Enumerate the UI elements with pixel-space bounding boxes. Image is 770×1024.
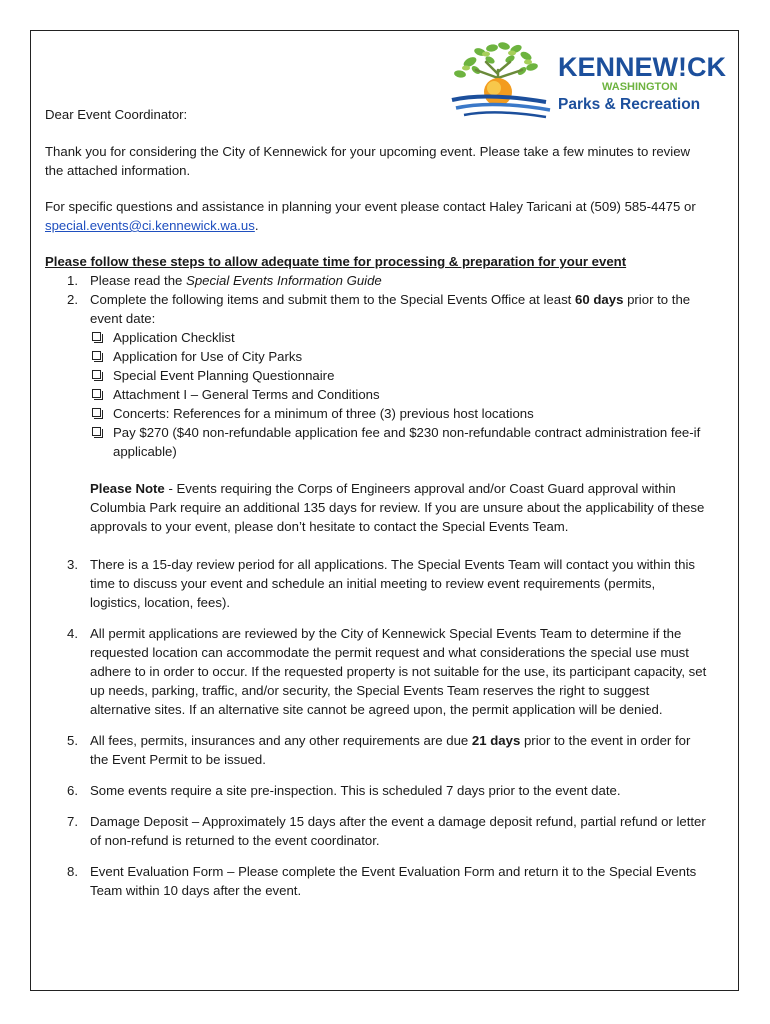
step-5-deadline: 21 days (471, 733, 521, 748)
step-number: 6. (67, 783, 78, 798)
greeting: Dear Event Coordinator: (45, 107, 188, 122)
checklist-item-label: Pay $270 ($40 non-refundable application fee and $230 non-refundable contract administration fee-if applicable) (113, 425, 701, 459)
checklist-item-label: Application for Use of City Parks (113, 349, 303, 364)
step-number: 2. (67, 292, 78, 307)
checklist-item-label: Special Event Planning Questionnaire (113, 368, 335, 383)
sun-icon (484, 78, 512, 106)
step-4 (45, 624, 707, 719)
intro-paragraph: Thank you for considering the City of Kennewick for your upcoming event. Please take a few minutes to review the attached information. (45, 144, 691, 178)
logo-brand-kennewick: KENNEW!CK (558, 52, 726, 82)
step-8 (45, 862, 707, 900)
step-7 (45, 812, 707, 850)
checklist-item (90, 385, 707, 404)
contact-text: For specific questions and assistance in planning your event please contact Haley Taricani at (509) 585-4475 or (45, 199, 696, 214)
letter-body (45, 105, 707, 900)
steps-list (45, 271, 707, 900)
checklist-item-label: Concerts: References for a minimum of three (3) previous host locations (113, 406, 534, 421)
logo-brand-washington: WASHINGTON (602, 81, 678, 93)
step-7-text: Damage Deposit – Approximately 15 days after the event a damage deposit refund, partial refund or letter of non-refund is returned to the event coordinator. (90, 814, 706, 848)
checkbox-icon (92, 332, 101, 341)
checklist-item-label: Application Checklist (113, 330, 235, 345)
steps-heading: Please follow these steps to allow adequate time for processing & preparation for your event (45, 254, 627, 269)
note-label: Please Note (90, 481, 165, 496)
checklist-item (90, 366, 707, 385)
checklist-item (90, 423, 707, 461)
step-number: 4. (67, 626, 78, 641)
step-3 (45, 555, 707, 612)
contact-email-link[interactable]: special.events@ci.kennewick.wa.us (45, 218, 255, 233)
step-1 (45, 271, 707, 290)
step-6 (45, 781, 707, 800)
step-2-suffix: prior to the event date: (90, 292, 691, 326)
checkbox-icon (92, 389, 101, 398)
step-2 (45, 290, 707, 536)
step-4-text: All permit applications are reviewed by the City of Kennewick Special Events Team to determine if the requested location can accommodate the permit request and what considerations the special use must adhere to in order to occur. If the requested property is not suitable for the use, its participant capacity, set up needs, parking, traffic, and/or security, the Special Events Team reserves the right to suggest alternative sites. If an alternative site cannot be agreed upon, the permit application will be denied. (90, 626, 707, 717)
step-2-deadline: 60 days (575, 292, 624, 307)
contact-suffix: . (254, 218, 259, 233)
submission-checklist (90, 328, 707, 461)
contact-paragraph (45, 197, 707, 235)
note-text: - Events requiring the Corps of Engineers approval and/or Coast Guard approval within Columbia Park require an additional 135 days for review. If you are unsure about the applicability of these approvals to your event, please don’t hesitate to contact the Special Events Team. (90, 481, 705, 534)
guide-title: Special Events Information Guide (186, 273, 382, 288)
step-number: 1. (67, 273, 78, 288)
step-5-suffix: prior to the event in order for the Event Permit to be issued. (90, 733, 691, 767)
checkbox-icon (92, 408, 101, 417)
please-note (90, 479, 707, 536)
checklist-item-label: Attachment I – General Terms and Conditions (113, 387, 380, 402)
checklist-item (90, 347, 707, 366)
step-8-text: Event Evaluation Form – Please complete the Event Evaluation Form and return it to the Special Events Team within 10 days after the event. (90, 864, 697, 898)
step-number: 3. (67, 557, 78, 572)
checkbox-icon (92, 370, 101, 379)
step-5-text: All fees, permits, insurances and any other requirements are due (90, 733, 472, 748)
step-3-text: There is a 15-day review period for all applications. The Special Events Team will contact you within this time to discuss your event and schedule an initial meeting to review event requirements (permits, logistics, location, fees). (90, 557, 695, 610)
checklist-item (90, 328, 707, 347)
step-number: 8. (67, 864, 78, 879)
checkbox-icon (92, 351, 101, 360)
checkbox-icon (92, 427, 101, 436)
step-number: 5. (67, 733, 78, 748)
logo-brand-parks-recreation: Parks & Recreation (558, 96, 701, 113)
step-2-text: Complete the following items and submit them to the Special Events Office at least (90, 292, 576, 307)
step-6-text: Some events require a site pre-inspection. This is scheduled 7 days prior to the event date. (90, 783, 621, 798)
step-1-text: Please read the (90, 273, 187, 288)
step-number: 7. (67, 814, 78, 829)
step-5 (45, 731, 707, 769)
checklist-item (90, 404, 707, 423)
